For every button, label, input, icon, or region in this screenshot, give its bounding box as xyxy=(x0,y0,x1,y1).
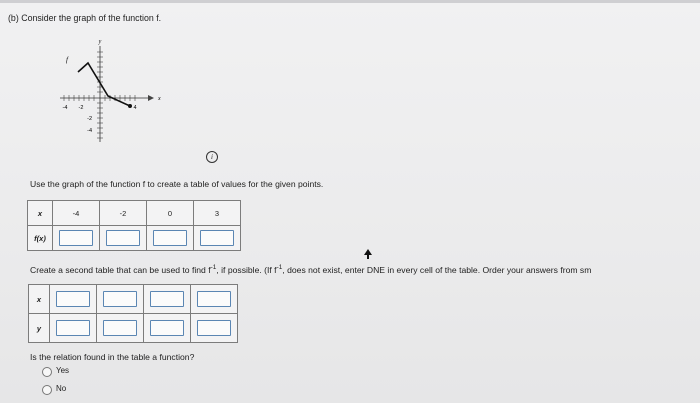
function-question: Is the relation found in the table a function? xyxy=(30,352,195,362)
x-input[interactable] xyxy=(197,291,231,307)
y-input[interactable] xyxy=(150,320,184,336)
x-value-cell: 0 xyxy=(147,201,194,226)
yes-radio[interactable] xyxy=(42,367,52,377)
y-axis-label: y xyxy=(98,39,102,45)
x-value-cell: -4 xyxy=(53,201,100,226)
superscript: -1 xyxy=(276,264,283,271)
x-tick-label: 4 xyxy=(133,105,137,111)
answer-cell xyxy=(97,285,144,314)
answer-cell xyxy=(100,226,147,251)
table-row xyxy=(29,285,238,314)
answer-cell xyxy=(147,226,194,251)
answer-cell xyxy=(50,314,97,343)
top-bar xyxy=(0,0,700,3)
answer-cell xyxy=(191,285,238,314)
answer-cell xyxy=(50,285,97,314)
x-tick-label: -4 xyxy=(62,105,68,111)
inverse-table xyxy=(28,284,238,343)
part-label: (b) xyxy=(8,13,19,23)
yes-label: Yes xyxy=(56,366,70,375)
prompt-text: Consider the graph of the function f. xyxy=(21,13,162,23)
fx-input[interactable] xyxy=(106,230,140,246)
answer-cell xyxy=(194,226,241,251)
fx-input[interactable] xyxy=(200,230,234,246)
table-row xyxy=(29,314,238,343)
y-input[interactable] xyxy=(56,320,90,336)
instruction-text: , if possible. (If f xyxy=(216,264,277,275)
fx-header: f(x) xyxy=(28,226,53,251)
instruction-text: , does not exist, enter DNE in every cell of the table. Order your answers from sm xyxy=(282,264,592,275)
function-graph xyxy=(50,38,170,148)
no-label: No xyxy=(56,384,67,393)
table-row xyxy=(28,201,241,226)
values-table xyxy=(27,200,241,251)
x-axis-label: x xyxy=(158,96,161,102)
no-radio[interactable] xyxy=(42,385,52,395)
answer-cell xyxy=(53,226,100,251)
instruction-text: Create a second table that can be used to find f xyxy=(30,264,211,275)
x-value-cell: 3 xyxy=(194,201,241,226)
table-row xyxy=(28,226,241,251)
y-tick-label: -2 xyxy=(87,116,92,122)
y-input[interactable] xyxy=(197,320,231,336)
fx-input[interactable] xyxy=(59,230,93,246)
y-input[interactable] xyxy=(103,320,137,336)
x-header: x xyxy=(29,285,50,314)
mouse-cursor xyxy=(364,249,372,259)
info-icon[interactable]: i xyxy=(206,151,218,163)
answer-cell xyxy=(97,314,144,343)
x-input[interactable] xyxy=(150,291,184,307)
fx-input[interactable] xyxy=(153,230,187,246)
y-header: y xyxy=(29,314,50,343)
x-header: x xyxy=(28,201,53,226)
x-input[interactable] xyxy=(103,291,137,307)
answer-cell xyxy=(144,285,191,314)
x-input[interactable] xyxy=(56,291,90,307)
curve-label: f xyxy=(66,56,68,64)
inverse-instruction xyxy=(30,264,591,275)
table-instruction: Use the graph of the function f to create a table of values for the given points. xyxy=(30,179,324,189)
question-prompt xyxy=(8,13,161,23)
y-tick-label: -4 xyxy=(87,128,92,134)
answer-cell xyxy=(144,314,191,343)
x-value-cell: -2 xyxy=(100,201,147,226)
answer-cell xyxy=(191,314,238,343)
x-tick-label: -2 xyxy=(78,105,84,111)
superscript: -1 xyxy=(210,264,217,271)
